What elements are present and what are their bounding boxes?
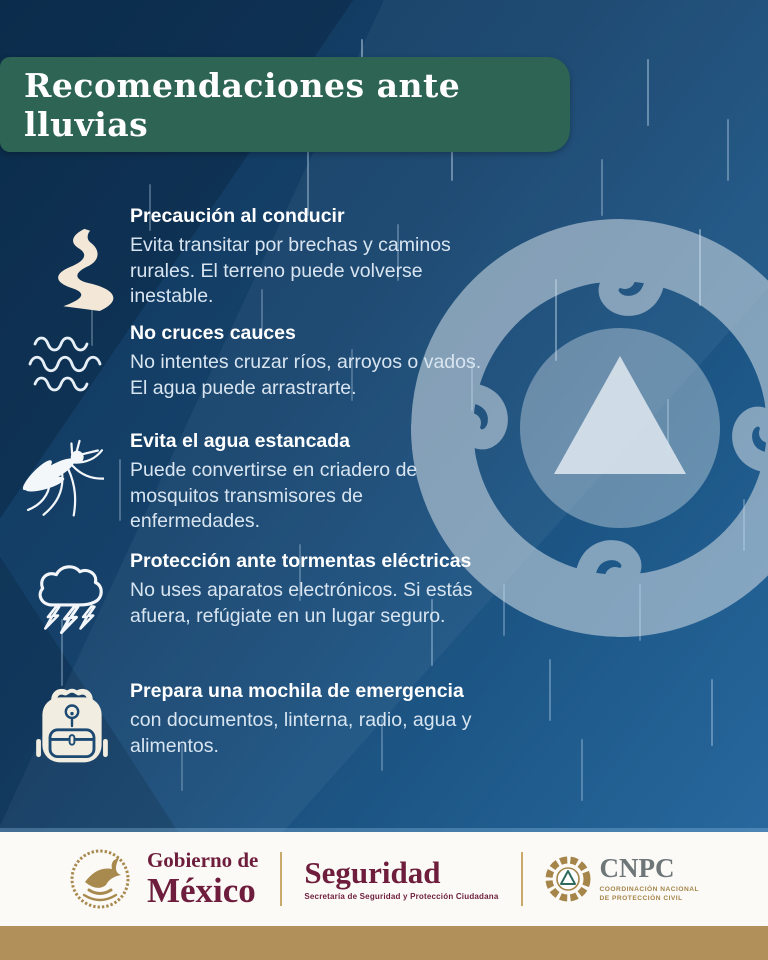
cnpc-emblem-icon	[545, 856, 591, 902]
item-title: Evita el agua estancada	[130, 430, 351, 452]
recommendation-item-driving	[0, 205, 500, 310]
water-waves-icon	[26, 330, 118, 400]
footer-logo-row	[69, 848, 699, 910]
footer-divider	[521, 852, 523, 906]
item-body: No intentes cruzar ríos, arroyos o vados. El agua puede arrastrarte.	[130, 351, 482, 399]
item-title: No cruces cauces	[130, 322, 296, 344]
cnpc-subtitle-line1: COORDINACIÓN NACIONAL	[599, 885, 700, 893]
recommendation-item-stagnant-water	[0, 430, 500, 535]
emergency-backpack-icon	[26, 682, 118, 772]
item-body: con documentos, linterna, radio, agua y alimentos.	[130, 709, 472, 757]
seguridad-title: Seguridad	[304, 855, 441, 890]
footer	[0, 832, 768, 926]
recommendation-item-backpack	[0, 680, 500, 759]
page-title: Recomendaciones ante lluvias	[24, 65, 461, 144]
recommendation-item-streams	[0, 322, 500, 401]
footer-divider	[280, 852, 282, 906]
winding-road-icon	[26, 223, 118, 313]
seguridad-logo	[304, 857, 498, 901]
gobierno-line1: Gobierno de	[146, 848, 259, 872]
item-title: Prepara una mochila de emergencia	[130, 680, 464, 702]
cnpc-subtitle-line2: DE PROTECCIÓN CIVIL	[599, 895, 683, 902]
mosquito-icon	[12, 424, 104, 524]
gobierno-line2: México	[146, 871, 256, 910]
item-body: No uses aparatos electrónicos. Si estás afuera, refúgiate en un lugar seguro.	[130, 579, 473, 627]
cnpc-logo	[545, 852, 700, 903]
bottom-gold-bar	[0, 926, 768, 960]
storm-cloud-lightning-icon	[26, 558, 118, 650]
cnpc-text-block	[599, 852, 700, 903]
recommendation-item-storm	[0, 550, 500, 629]
item-title: Precaución al conducir	[130, 205, 345, 227]
mexico-eagle-seal-icon	[69, 848, 131, 910]
header-banner	[0, 57, 570, 152]
item-body: Evita transitar por brechas y caminos rurales. El terreno puede volverse inestable.	[130, 234, 451, 308]
cnpc-acronym: CNPC	[599, 852, 675, 883]
item-body: Puede convertirse en criadero de mosquitos transmisores de enfermedades.	[130, 459, 418, 533]
gobierno-de-mexico-logo	[147, 850, 258, 908]
item-title: Protección ante tormentas eléctricas	[130, 550, 472, 572]
seguridad-subtitle: Secretaría de Seguridad y Protección Ciudadana	[304, 892, 499, 901]
